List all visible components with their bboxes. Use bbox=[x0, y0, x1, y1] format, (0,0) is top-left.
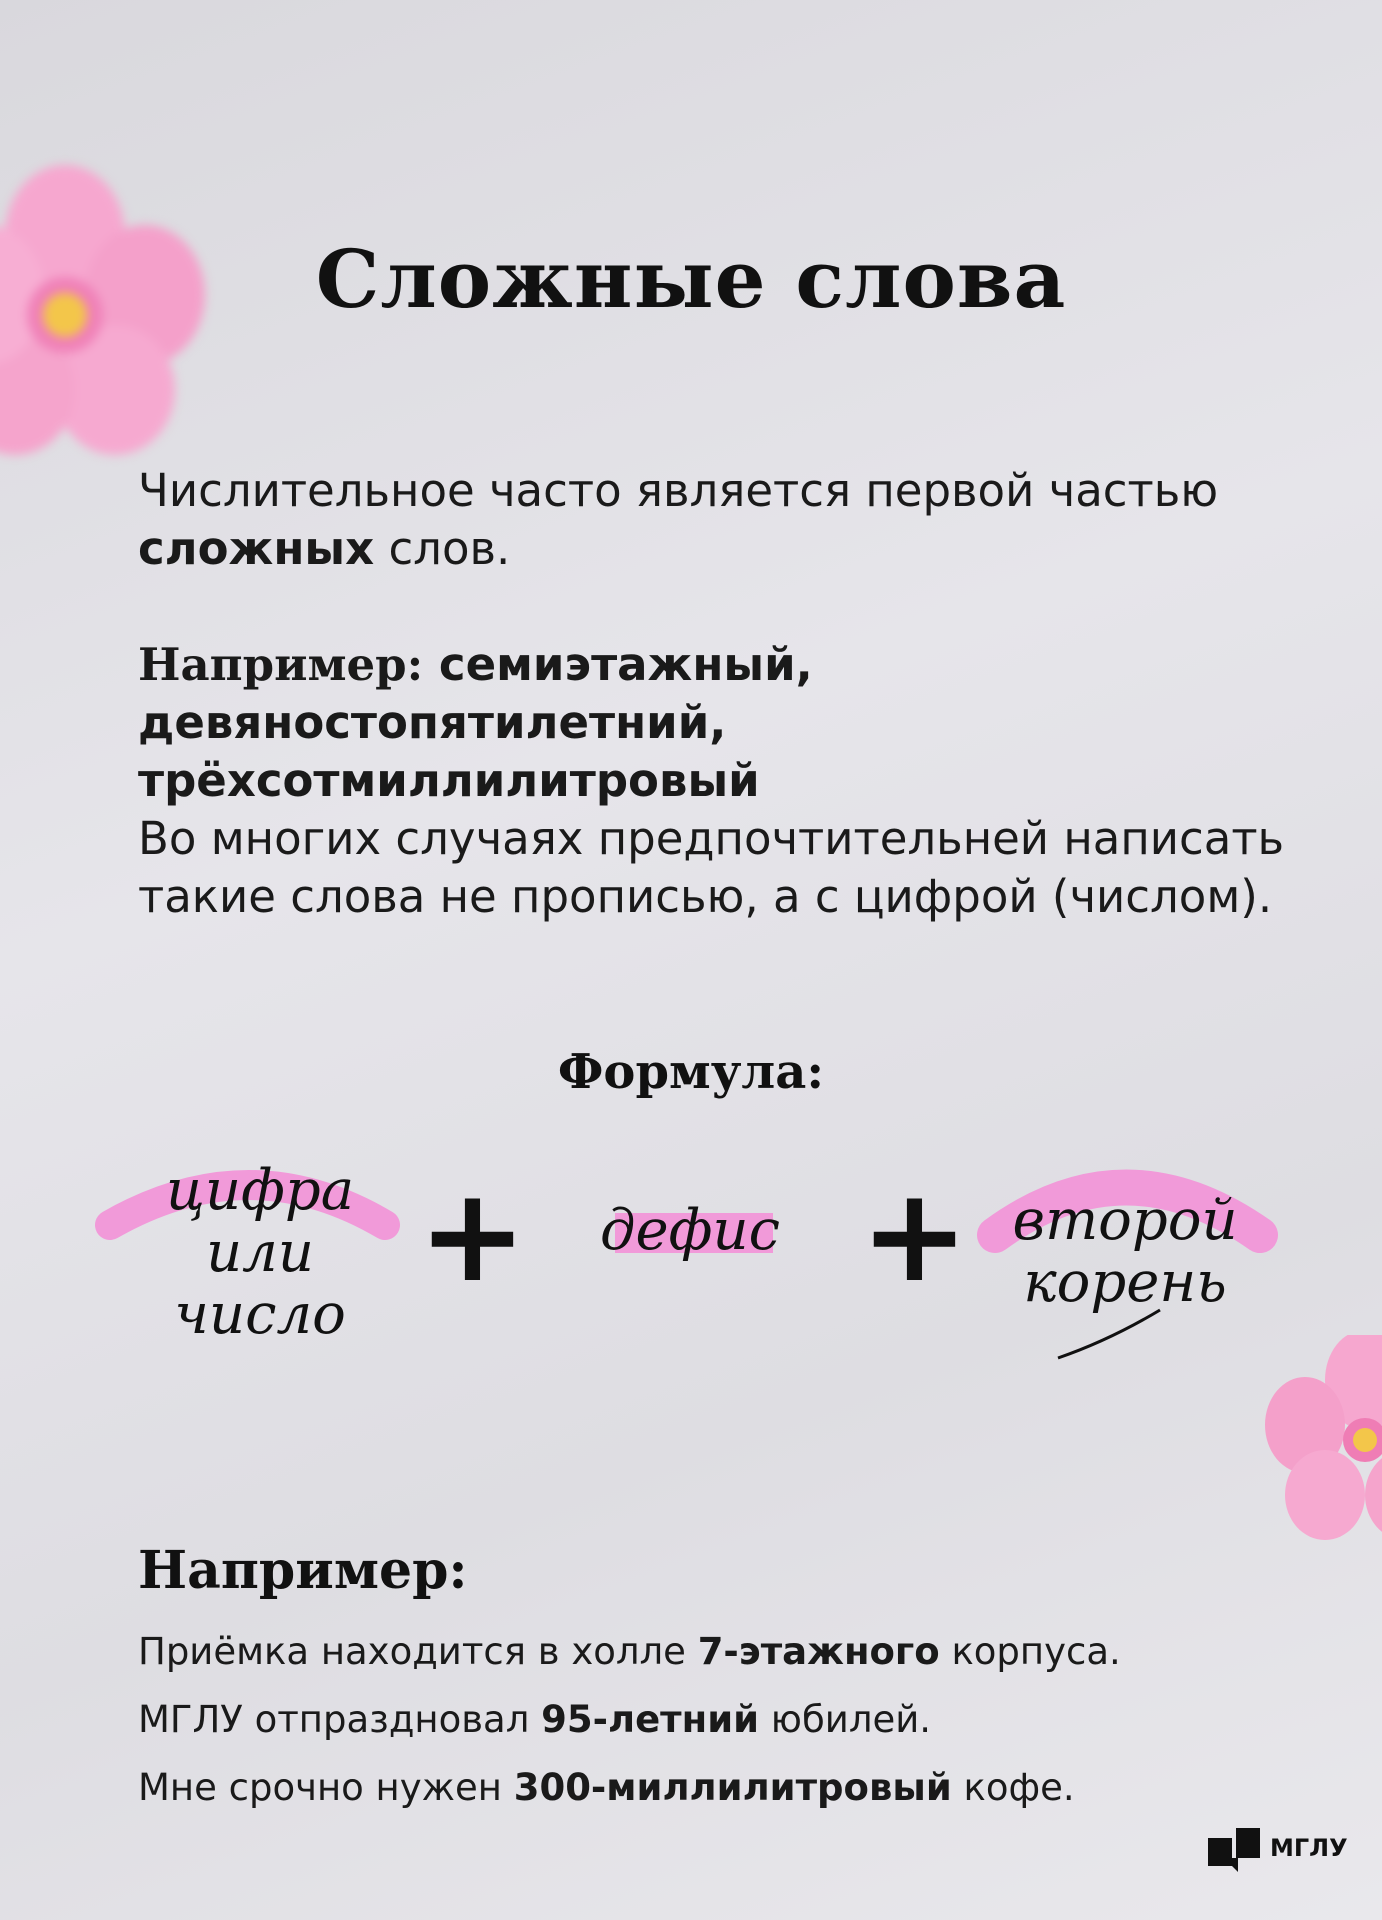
formula-title: Формула: bbox=[557, 1044, 825, 1100]
example-line bbox=[138, 636, 1348, 810]
formula-part-hyphen: дефис bbox=[600, 1198, 780, 1263]
example-lead: Например: bbox=[138, 638, 424, 691]
logo-text: МГЛУ bbox=[1270, 1834, 1348, 1862]
intro-bold-word: сложных bbox=[138, 522, 375, 575]
plus-sign-2: + bbox=[860, 1159, 969, 1311]
formula-part-digit-or-number: цифра или число bbox=[165, 1158, 355, 1347]
examples-heading: Например: bbox=[138, 1540, 468, 1601]
recommendation-paragraph: Во многих случаях предпочтительней написать такие слова не прописью, а с цифрой (числом). bbox=[138, 812, 1285, 923]
example-item: Мне срочно нужен 300-миллилитровый кофе. bbox=[138, 1766, 1075, 1809]
example-item: МГЛУ отпраздновал 95-летний юбилей. bbox=[138, 1698, 932, 1741]
formula-part-second-root: второй корень bbox=[1012, 1188, 1238, 1315]
page-title: Сложные слова bbox=[315, 232, 1067, 326]
example-item: Приёмка находится в холле 7-этажного корпуса. bbox=[138, 1630, 1121, 1673]
flower-decoration-right bbox=[1265, 1335, 1382, 1545]
example-words: семиэтажный, девяностопятилетний, трёхсотмиллилитровый bbox=[138, 638, 813, 807]
intro-paragraph: Числительное часто является первой частью сложных слов. bbox=[138, 464, 1219, 575]
book-flag-icon bbox=[1208, 1826, 1264, 1872]
plus-sign-1: + bbox=[418, 1159, 527, 1311]
